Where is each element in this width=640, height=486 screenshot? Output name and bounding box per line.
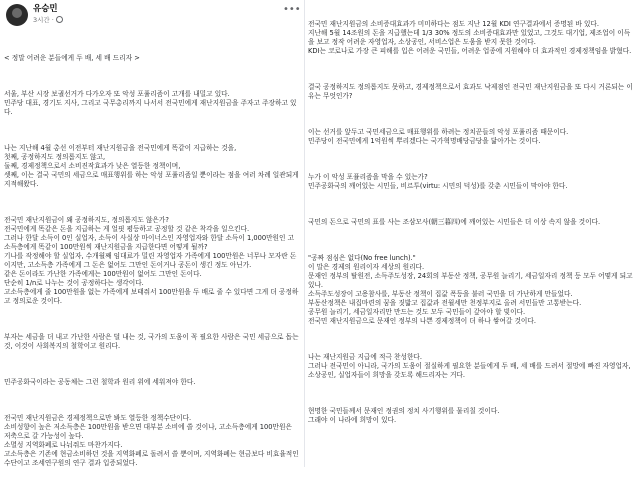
paragraph: 국민의 돈으로 국민의 표를 사는 조삼모사(朝三暮四)에 깨어있는 시민들은 더 이상 속지 않을 것이다. xyxy=(308,218,601,226)
column-divider xyxy=(304,0,305,467)
paragraph: 이는 선거를 앞두고 국민세금으로 매표행위를 하려는 정치꾼들의 악성 포퓰리즘 때문이다. 민주당이 전국민에게 1억원씩 뿌리겠다는 국가혁명배당금당을 닮아가는 것이다. xyxy=(308,128,569,145)
paragraph: < 정말 어려운 분들에게 두 배, 세 배 드리자 > xyxy=(4,54,140,62)
author-name[interactable]: 유승민 xyxy=(33,4,58,14)
paragraph: 결국 공정하지도 정의롭지도 못하고, 경제정책으로서 효과도 낙제점인 전국민 재난지원금을 또 다시 거론되는 이유는 무엇인가? xyxy=(308,83,633,100)
paragraph: 전국민 재난지원금이 왜 공정하지도, 정의롭지도 않은가? 전국민에게 똑같은 돈을 지급하는 게 얼핏 평등하고 공정할 것 같은 착각을 일으킨다. 그러나 한달 소득이 0인 실업자, 소득이 사실상 마이너스인 자영업자와 한달 소득이 1,000만원인 고소득층에게 똑같이 100만원씩 재난지원금을 지급한다면 어떻게 될까? 기나를 작정해야 할 실업자, 수개월째 임대료가 밀린 자영업자 가족에게 100만원은 너무나 모자란 돈이지만, 고소득층 가족에게 그 돈은 없어도 그만인 돈이거나 공돈이 생긴 정도 아닌가. 같은 돈이라도 가난한 가족에게는 100만원이 없어도 그만인 돈이다. 단순히 1/n로 나누는 것이 공정하다는 생각이다. 고소득층에게 줄 100만원을 없는 가족에게 보태줘서 100만원을 두 배로 줄 수 있다면 그게 더 공정하고 정의로운 것이다. xyxy=(4,216,299,305)
post-time[interactable]: 3시간 xyxy=(33,16,50,24)
meta-separator: · xyxy=(51,15,54,24)
paragraph: 나는 지난해 4월 총선 이전부터 재난지원금을 전국민에게 똑같이 지급하는 것을, 첫째, 공정하지도 정의롭지도 않고, 둘째, 경제정책으로서 소비진작효과가 낮은 열등한 정책이며, 셋째, 이는 결국 국민의 세금으로 매표행위를 하는 악성 포퓰리즘일 뿐이라는 점을 여러 차례 일관되게 지적해왔다. xyxy=(4,144,299,188)
paragraph: 전국민 재난지원금의 소비증대효과가 미미하다는 점도 지난 12월 KDI 연구결과에서 증명된 바 있다. 지난해 5월 14조원의 돈을 지급했는데 1/3 30% 정도의 소비증대효과만 있었고, 그것도 대기업, 제조업이 이득을 보고 정작 어려운 자영업자, 소상공인, 서비스업은 도움을 받지 못한 것이다. KDI는 코로나로 가장 큰 피해를 입은 어려운 국민들, 어려운 업종에 지원해야 더 효과적인 경제정책임을 밝혔다. xyxy=(308,20,632,55)
post-body-left xyxy=(4,36,301,467)
avatar[interactable] xyxy=(6,4,28,26)
paragraph: 서울, 부산 시장 보궐선거가 다가오자 또 악성 포퓰리즘이 고개를 내밀고 있다. 민주당 대표, 경기도 지사, 그리고 국무총리까지 나서서 전국민에게 재난지원금을 주자고 주장하고 있다. xyxy=(4,90,297,116)
globe-icon xyxy=(56,16,63,23)
paragraph: 부자는 세금을 더 내고 가난한 사람은 덜 내는 것, 국가의 도움이 꼭 필요한 사람은 국민 세금으로 돕는 것, 이것이 사회복지의 철학이고 원리다. xyxy=(4,333,301,350)
paragraph: 누가 이 악성 포퓰리즘을 막을 수 있는가? 민주공화국의 깨어있는 시민들, 비르투(virtu: 시민의 덕성)를 갖춘 시민들이 막아야 한다. xyxy=(308,173,568,190)
post-meta xyxy=(33,15,63,24)
paragraph: 나는 재난지원금 지급에 적극 찬성한다. 그러나 전국민이 아니라, 국가의 도움이 절실하게 필요한 분들에게 두 배, 세 배를 드려서 절망에 빠진 자영업자, 소상공인, 실업자들이 희망을 갖도록 해드리자는 거다. xyxy=(308,353,631,379)
more-options-icon[interactable]: ••• xyxy=(283,4,301,15)
paragraph: 민주공화국이라는 공동체는 그런 철학과 원리 위에 세워져야 한다. xyxy=(4,378,196,386)
post-body-right xyxy=(308,2,636,464)
paragraph: 전국민 재난지원금은 경제정책으로만 봐도 열등한 정책수단이다. 소비성향이 높은 저소득층은 100만원을 받으면 대부분 소비에 쓸 것이나, 고소득층에게 100만원은 저축으로 갈 가능성이 높다. 소멸성 지역화폐로 나눠줘도 마찬가지다. 고소득층은 기존에 현금소비하던 것을 지역화폐로 돌려서 쓸 뿐이며, 지역화폐는 현금보다 비효율적인 수단이고 조세연구원의 연구 결과 입증되었다. xyxy=(4,414,299,467)
paragraph: "공짜 점심은 없다(No free lunch)." 이 말은 경제의 원리이자 세상의 원리다. 문재인 정부의 탈원전, 소득주도성장, 24회의 부동산 정책, 공무원 늘리기, 세금일자리 정책 등 모두 어떻게 되고 있나. 소득주도성장이 고용참사를, 부동산 정책이 집값 폭등을 불러 국민을 더 가난하게 만들었다. 부동산정책은 내집마련의 꿈을 짓밟고 집값과 전월세만 천정부지로 올려 서민들만 고통받는다. 공무원 늘리기, 세금일자리만 만드는 것도 모두 국민들이 갚아야 할 빚이다. 전국민 재난지원금으로 문재인 정부의 나쁜 경제정책이 더 하나 쌓여갈 것이다. xyxy=(308,254,633,325)
paragraph: 현명한 국민들께서 문재인 정권의 정치 사기행위를 물리칠 것이다. 그래야 이 나라에 희망이 있다. xyxy=(308,407,500,424)
